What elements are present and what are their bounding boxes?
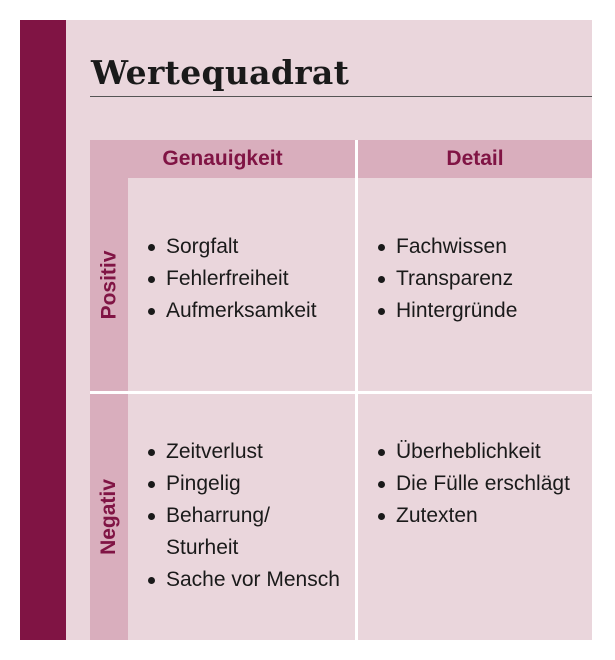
list-item: Beharrung/ [146, 500, 340, 532]
list-item: Transparenz [376, 263, 517, 295]
row-header-positiv [90, 178, 128, 391]
column-header-genauigkeit: Genauigkeit [162, 147, 283, 170]
title-underline [90, 96, 592, 97]
accent-side-bar [20, 20, 66, 640]
list-item: Hintergründe [376, 295, 517, 327]
cell-positiv-detail [376, 231, 517, 327]
list-item: Sorgfalt [146, 231, 317, 263]
row-label-positiv: Positiv [97, 250, 121, 319]
list-item: Zutexten [376, 500, 570, 532]
cell-negativ-genauigkeit [146, 436, 340, 596]
wertequadrat-panel [20, 20, 592, 640]
list-item: Überheblichkeit [376, 436, 570, 468]
row-label-negativ: Negativ [97, 479, 121, 555]
column-header-detail: Detail [446, 147, 504, 170]
list-item: Fehlerfreiheit [146, 263, 317, 295]
cell-positiv-genauigkeit [146, 231, 317, 327]
list-item: Fachwissen [376, 231, 517, 263]
list-item: Zeitverlust [146, 436, 340, 468]
diagram-title: Wertequadrat [91, 53, 350, 92]
list-item: Sache vor Mensch [146, 564, 340, 596]
row-divider [90, 391, 592, 394]
column-divider [355, 140, 358, 640]
list-item: Die Fülle erschlägt [376, 468, 570, 500]
list-item-continuation: Sturheit [166, 536, 239, 559]
list-item: Aufmerksamkeit [146, 295, 317, 327]
row-header-negativ [90, 394, 128, 640]
list-item: Pingelig [146, 468, 340, 500]
cell-negativ-detail [376, 436, 570, 532]
